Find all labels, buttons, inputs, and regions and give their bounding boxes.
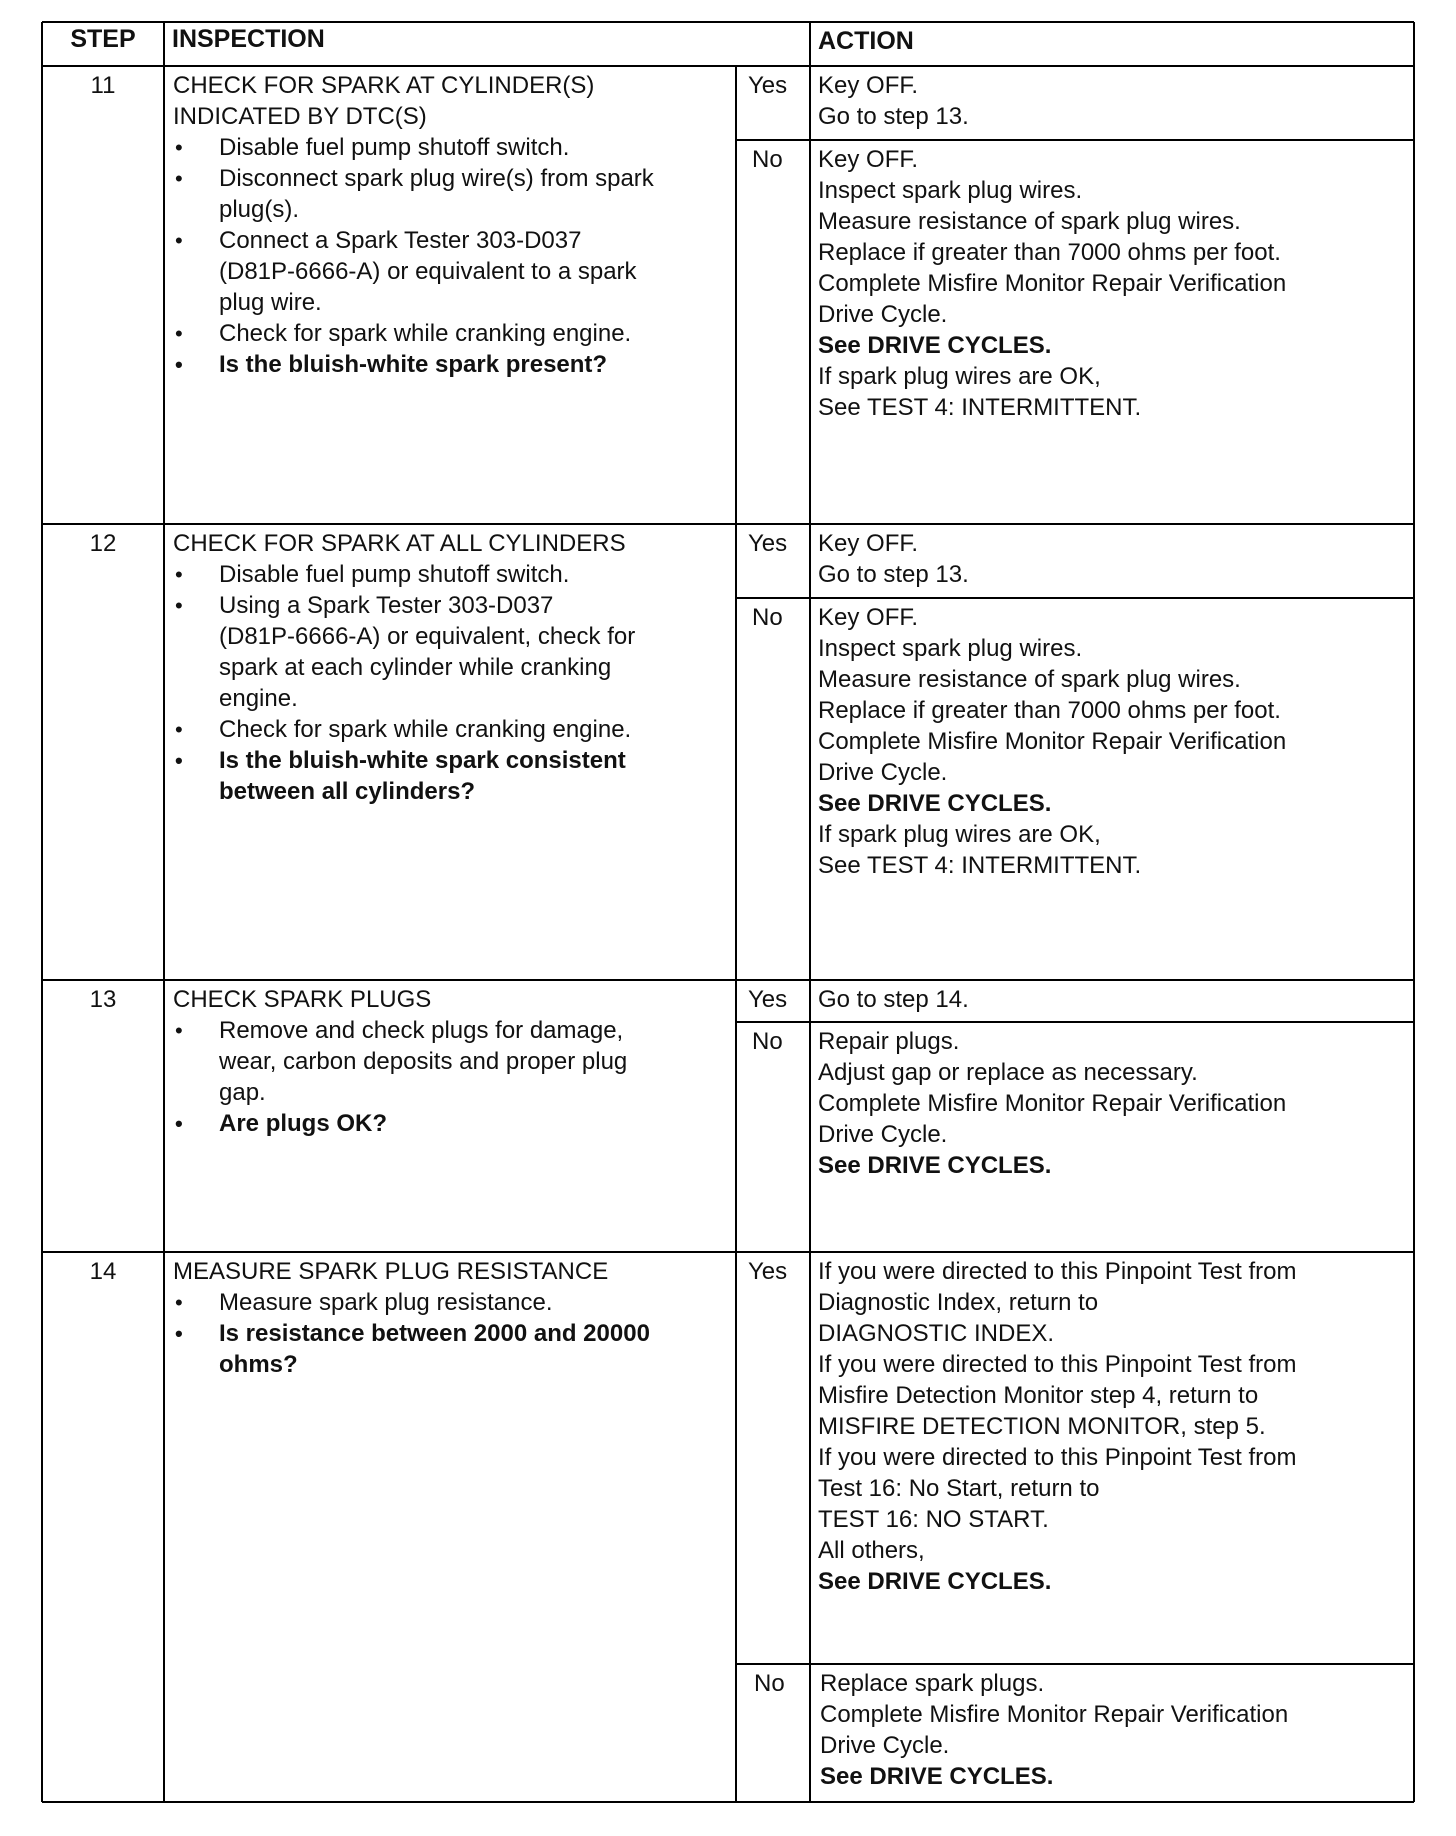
bullet-question: [173, 349, 654, 380]
action-line: Repair plugs.: [818, 1028, 960, 1055]
inspection-bullets: [173, 132, 654, 380]
action-line: See TEST 4: INTERMITTENT.: [818, 394, 1142, 421]
action-line: Complete Misfire Monitor Repair Verification: [818, 270, 1287, 297]
bullet-item: [173, 318, 654, 349]
action-line: Inspect spark plug wires.: [818, 635, 1083, 662]
bullet-line: • Using a Spark Tester 303-D037: [219, 592, 554, 619]
action-line: Key OFF.: [818, 530, 919, 557]
yes-label: Yes: [748, 986, 788, 1013]
bullet-item: [173, 559, 635, 590]
bullet-line: engine.: [219, 685, 298, 712]
action-line: Go to step 13.: [818, 561, 969, 588]
yes-label: Yes: [748, 530, 788, 557]
bullet-line: (D81P-6666-A) or equivalent, check for: [219, 623, 636, 650]
bullet-line: plug wire.: [219, 289, 322, 316]
step-title: [173, 1256, 608, 1287]
action-line: See DRIVE CYCLES.: [818, 332, 1052, 359]
step-number: 13: [89, 986, 117, 1013]
bullet-line: • Check for spark while cranking engine.: [219, 716, 632, 743]
bullet-line: • Is the bluish-white spark consistent: [219, 747, 626, 774]
action-line: If you were directed to this Pinpoint Test from: [818, 1258, 1297, 1285]
header-action: ACTION: [818, 27, 914, 55]
action-line: If spark plug wires are OK,: [818, 363, 1101, 390]
action-line: Adjust gap or replace as necessary.: [818, 1059, 1198, 1086]
title-line: CHECK SPARK PLUGS: [173, 986, 432, 1013]
bullet-item: [173, 1015, 627, 1108]
no-label: No: [752, 1028, 783, 1055]
bullet-line: spark at each cylinder while cranking: [219, 654, 612, 681]
action-line: Replace if greater than 7000 ohms per foot.: [818, 697, 1281, 724]
title-line: CHECK FOR SPARK AT ALL CYLINDERS: [173, 530, 626, 557]
bullet-question: [173, 745, 635, 807]
bullet-item: [173, 163, 654, 225]
action-line: Replace spark plugs.: [820, 1670, 1045, 1697]
action-line: All others,: [818, 1537, 925, 1564]
action-line: Drive Cycle.: [818, 1121, 948, 1148]
no-action: [820, 1668, 1288, 1792]
title-line: INDICATED BY DTC(S): [173, 103, 427, 130]
no-label: No: [752, 604, 783, 631]
yes-action: [818, 70, 969, 132]
action-line: Drive Cycle.: [818, 301, 948, 328]
bullet-line: • Disable fuel pump shutoff switch.: [219, 561, 570, 588]
bullet-line: gap.: [219, 1079, 266, 1106]
bullet-line: plug(s).: [219, 196, 300, 223]
action-line: If spark plug wires are OK,: [818, 821, 1101, 848]
step-title: [173, 528, 626, 559]
bullet-question: [173, 1318, 650, 1380]
action-line: See TEST 4: INTERMITTENT.: [818, 852, 1142, 879]
inspection-bullets: [173, 559, 635, 807]
bullet-item: [173, 225, 654, 318]
action-line: See DRIVE CYCLES.: [818, 1568, 1052, 1595]
no-action: [818, 602, 1286, 881]
yes-label: Yes: [748, 1258, 788, 1285]
step-title: [173, 70, 594, 132]
title-line: MEASURE SPARK PLUG RESISTANCE: [173, 1258, 609, 1285]
bullet-line: wear, carbon deposits and proper plug: [219, 1048, 628, 1075]
action-line: See DRIVE CYCLES.: [818, 790, 1052, 817]
bullet-question: [173, 1108, 627, 1139]
no-action: [818, 144, 1286, 423]
header-step: STEP: [70, 25, 136, 53]
yes-label: Yes: [748, 72, 788, 99]
action-line: Key OFF.: [818, 146, 919, 173]
action-line: Complete Misfire Monitor Repair Verification: [818, 728, 1287, 755]
inspection-bullets: [173, 1287, 650, 1380]
action-line: Complete Misfire Monitor Repair Verification: [818, 1090, 1287, 1117]
bullet-line: • Remove and check plugs for damage,: [219, 1017, 624, 1044]
action-line: MISFIRE DETECTION MONITOR, step 5.: [818, 1413, 1266, 1440]
action-line: TEST 16: NO START.: [818, 1506, 1049, 1533]
no-label: No: [754, 1670, 785, 1697]
bullet-line: • Disconnect spark plug wire(s) from spark: [219, 165, 654, 192]
action-line: Test 16: No Start, return to: [818, 1475, 1100, 1502]
action-line: Measure resistance of spark plug wires.: [818, 666, 1241, 693]
action-line: See DRIVE CYCLES.: [818, 1152, 1052, 1179]
bullet-line: ohms?: [219, 1351, 298, 1378]
header-inspection: INSPECTION: [172, 25, 325, 53]
bullet-item: [173, 1287, 650, 1318]
yes-action: [818, 984, 969, 1015]
action-line: Drive Cycle.: [820, 1732, 950, 1759]
no-label: No: [752, 146, 783, 173]
inspection-bullets: [173, 1015, 627, 1139]
bullet-line: • Measure spark plug resistance.: [219, 1289, 553, 1316]
bullet-line: • Connect a Spark Tester 303-D037: [219, 227, 582, 254]
action-line: Go to step 14.: [818, 986, 969, 1013]
step-number: 12: [89, 530, 117, 557]
action-line: Measure resistance of spark plug wires.: [818, 208, 1241, 235]
no-action: [818, 1026, 1286, 1181]
bullet-line: • Is the bluish-white spark present?: [219, 351, 608, 378]
action-line: Complete Misfire Monitor Repair Verification: [820, 1701, 1289, 1728]
action-line: Go to step 13.: [818, 103, 969, 130]
action-line: Diagnostic Index, return to: [818, 1289, 1099, 1316]
bullet-item: [173, 590, 635, 714]
bullet-item: [173, 714, 635, 745]
yes-action: [818, 528, 969, 590]
action-line: If you were directed to this Pinpoint Test from: [818, 1351, 1297, 1378]
action-line: Drive Cycle.: [818, 759, 948, 786]
action-line: Key OFF.: [818, 72, 919, 99]
yes-action: [818, 1256, 1296, 1597]
step-number: 11: [90, 72, 116, 99]
bullet-line: • Are plugs OK?: [219, 1110, 388, 1137]
bullet-line: between all cylinders?: [219, 778, 476, 805]
action-line: DIAGNOSTIC INDEX.: [818, 1320, 1055, 1347]
bullet-line: (D81P-6666-A) or equivalent to a spark: [219, 258, 637, 285]
action-line: See DRIVE CYCLES.: [820, 1763, 1054, 1790]
action-line: If you were directed to this Pinpoint Test from: [818, 1444, 1297, 1471]
action-line: Key OFF.: [818, 604, 919, 631]
action-line: Inspect spark plug wires.: [818, 177, 1083, 204]
action-line: Misfire Detection Monitor step 4, return to: [818, 1382, 1259, 1409]
bullet-item: [173, 132, 654, 163]
step-title: [173, 984, 431, 1015]
bullet-line: • Is resistance between 2000 and 20000: [219, 1320, 650, 1347]
bullet-line: • Check for spark while cranking engine.: [219, 320, 632, 347]
title-line: CHECK FOR SPARK AT CYLINDER(S): [173, 72, 595, 99]
action-line: Replace if greater than 7000 ohms per foot.: [818, 239, 1281, 266]
bullet-line: • Disable fuel pump shutoff switch.: [219, 134, 570, 161]
step-number: 14: [89, 1258, 117, 1285]
